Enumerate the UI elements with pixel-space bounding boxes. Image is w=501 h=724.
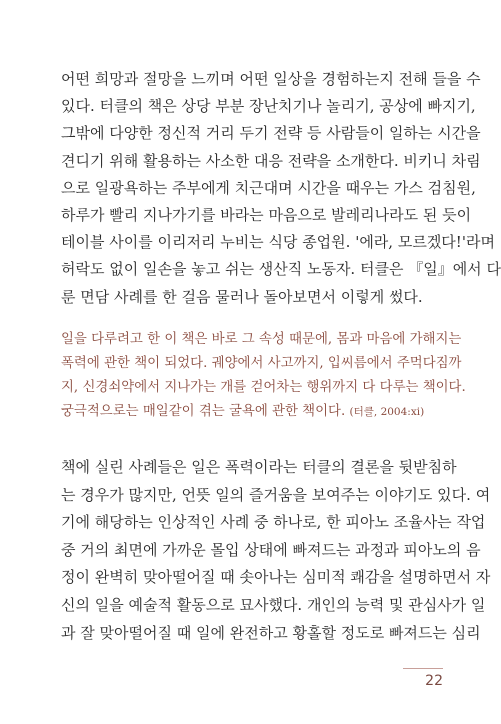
quote-line: 일을 다루려고 한 이 책은 바로 그 속성 때문에, 몸과 마음에 가해지는 [61, 332, 462, 347]
page-number: 22 [425, 673, 443, 689]
text-line: 책에 실린 사례들은 일은 폭력이라는 터클의 결론을 뒷받침하 [61, 458, 457, 476]
text-line: 하루가 빨리 지나가기를 바라는 마음으로 발레리나라도 된 듯이 [61, 205, 472, 224]
text-line: 는 경우가 많지만, 언뜻 일의 즐거움을 보여주는 이야기도 있다. 여 [61, 485, 491, 504]
quote-citation: (터클, 2004:xi) [349, 406, 425, 418]
text-line: 기에 해당하는 인상적인 사례 중 하나로, 한 피아노 조율사는 작업 [61, 513, 486, 532]
text-line: 그밖에 다양한 정신적 거리 두기 전략 등 사람들이 일하는 시간을 [61, 124, 481, 143]
text-line: 테이블 사이를 이리저리 누비는 식당 종업원. '에라, 모르겠다!'라며 [61, 233, 495, 252]
block-quote [61, 328, 466, 424]
text-line: 중 거의 최면에 가까운 몰입 상태에 빠져드는 과정과 피아노의 음 [61, 540, 481, 559]
text-line: 룬 면담 사례를 한 걸음 물러나 돌아보면서 이렇게 썼다. [61, 287, 423, 306]
footer-divider [403, 668, 443, 669]
text-line: 있다. 터클의 책은 상당 부분 장난치기나 놀리기, 공상에 빠지기, [61, 97, 476, 116]
text-line: 정이 완벽히 맞아떨어질 때 솟아나는 심미적 쾌감을 설명하면서 자 [61, 568, 491, 587]
text-line: 허락도 없이 일손을 놓고 쉬는 생산직 노동자. 터클은 『일』에서 다 [61, 260, 501, 279]
quote-line [61, 400, 441, 424]
quote-line: 지, 신경쇠약에서 지나가는 개를 걷어차는 행위까지 다 다루는 책이다. [61, 380, 466, 395]
text-line: 어떤 희망과 절망을 느끼며 어떤 일상을 경험하는지 전해 들을 수 [61, 70, 481, 88]
body-paragraph [61, 454, 491, 647]
text-line: 견디기 위해 활용하는 사소한 대응 전략을 소개한다. 비키니 차림 [61, 151, 481, 170]
quote-line: 폭력에 관한 책이 되었다. 궤양에서 사고까지, 입씨름에서 주먹다짐까 [61, 356, 462, 371]
body-paragraph [61, 66, 501, 311]
text-line: 신의 일을 예술적 활동으로 묘사했다. 개인의 능력 및 관심사가 일 [61, 595, 486, 614]
quote-line-text: 궁극적으로는 매일같이 겪는 굴욕에 관한 책이다. [61, 404, 346, 419]
text-line: 과 잘 맞아떨어질 때 일에 완전하고 황홀할 정도로 빠져드는 심리 [61, 623, 481, 642]
text-line: 으로 일광욕하는 주부에게 치근대며 시간을 때우는 가스 검침원, [61, 178, 476, 197]
